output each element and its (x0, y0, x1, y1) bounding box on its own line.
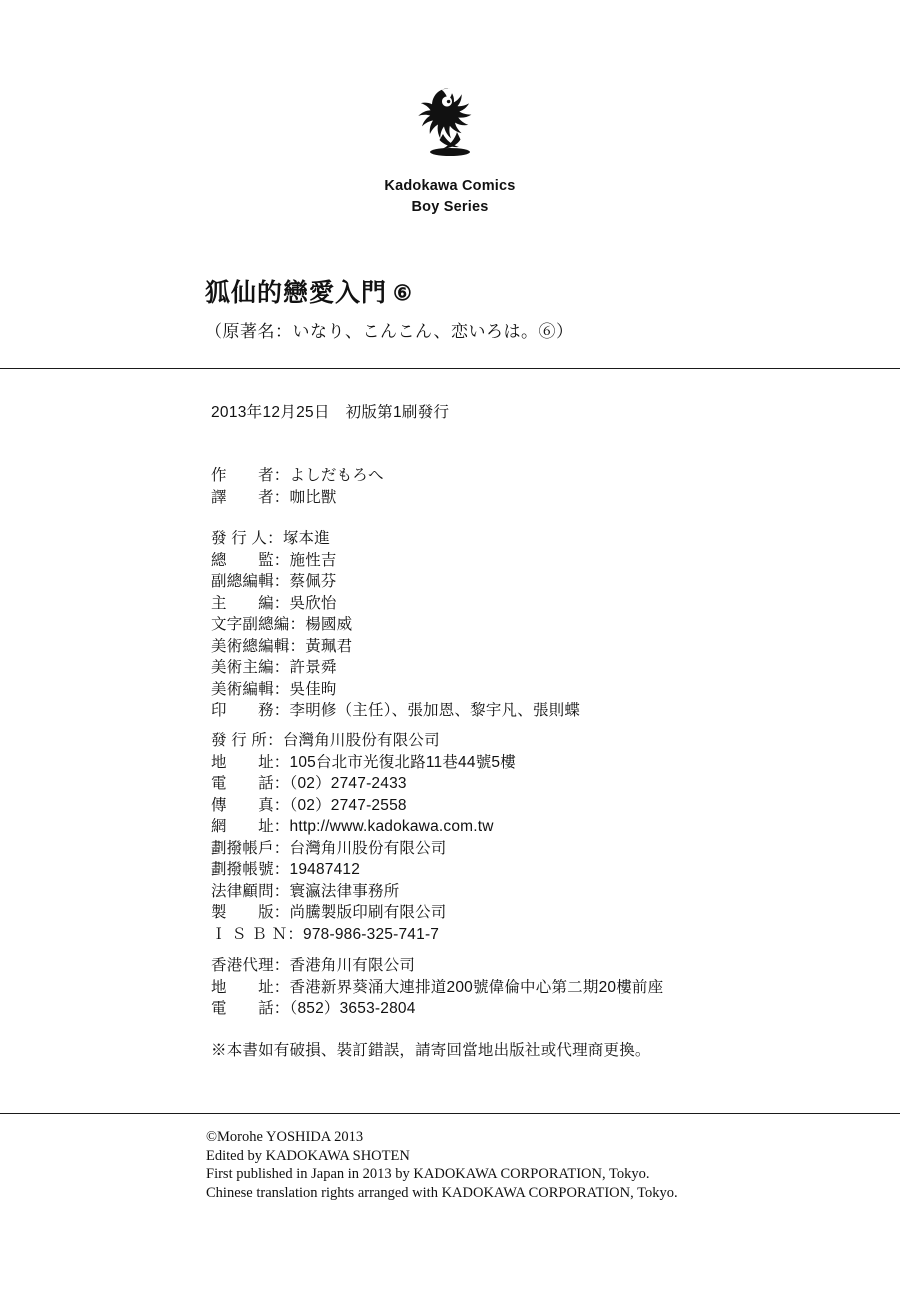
divider-bottom (0, 1113, 900, 1114)
title-volume-number: ⑥ (393, 282, 413, 305)
staff-row: 主 編：吳欣怡 (211, 594, 337, 612)
fax-row: 傳 真：（02）2747-2558 (211, 796, 407, 814)
copyright-row: First published in Japan in 2013 by KADOKAWA CORPORATION, Tokyo. (206, 1166, 650, 1182)
phoenix-bird-logo-icon (395, 82, 505, 170)
staff-row: 美術編輯：吳佳昫 (211, 680, 337, 698)
copyright-block (206, 1128, 678, 1202)
original-title: （原著名：いなり、こんこん、恋いろは。⑥） (205, 322, 574, 341)
staff-row: 美術總編輯：黃珮君 (211, 637, 353, 655)
hk-agent-row: 香港代理：香港角川有限公司 (211, 957, 416, 974)
logo-text-line2: Boy Series (411, 199, 489, 216)
staff-row: 美術主編：許景舜 (211, 659, 337, 676)
publisher-logo-block (0, 82, 900, 218)
printing-row: 製 版：尚騰製版印刷有限公司 (211, 904, 447, 921)
hongkong-agent-group (211, 955, 663, 1020)
website-row[interactable]: 網 址：http://www.kadokawa.com.tw (211, 818, 494, 835)
title-block (205, 278, 825, 342)
staff-group (211, 528, 580, 722)
hk-address-row: 地 址：香港新界葵涌大連排道200號偉倫中心第二期20樓前座 (211, 978, 664, 996)
phone-row: 電 話：（02）2747-2433 (211, 775, 407, 792)
publisher-row: 發 行 所：台灣角川股份有限公司 (211, 732, 440, 749)
translator-row: 譯 者：咖比獸 (211, 488, 337, 506)
staff-row: 總 監：施性吉 (211, 551, 337, 569)
isbn-row: Ｉ Ｓ Ｂ Ｎ：978-986-325-741-7 (211, 925, 440, 943)
logo-text-line1: Kadokawa Comics (384, 178, 516, 194)
authors-group (211, 465, 384, 508)
divider-top (0, 368, 900, 369)
legal-counsel-row: 法律顧問：寰瀛法律事務所 (211, 882, 400, 900)
author-row: 作 者：よしだもろへ (211, 467, 384, 484)
staff-row: 印 務：李明修（主任）、張加恩、黎宇凡、張則蝶 (211, 702, 581, 719)
copyright-row: ©Morohe YOSHIDA 2013 (206, 1129, 364, 1145)
defect-notice (211, 1040, 651, 1062)
publication-date: 2013年12月25日 初版第1刷發行 (211, 404, 450, 421)
publisher-info-group (211, 730, 516, 945)
giro-account-number-row: 劃撥帳號：19487412 (211, 861, 361, 878)
copyright-row: Edited by KADOKAWA SHOTEN (206, 1147, 410, 1164)
hk-phone-row: 電 話：（852）3653-2804 (211, 1000, 416, 1017)
giro-account-name-row: 劃撥帳戶：台灣角川股份有限公司 (211, 839, 447, 857)
staff-row: 副總編輯：蔡佩芬 (211, 573, 337, 590)
staff-row: 文字副總編：楊國威 (211, 616, 353, 633)
page-title (205, 278, 825, 308)
address-row: 地 址：105台北市光復北路11巷44號5樓 (211, 753, 516, 771)
staff-row: 發 行 人：塚本進 (211, 530, 330, 547)
copyright-row: Chinese translation rights arranged with KADOKAWA CORPORATION, Tokyo. (206, 1184, 678, 1201)
notice-text: ※本書如有破損、裝訂錯誤，請寄回當地出版社或代理商更換。 (211, 1042, 651, 1059)
title-main-text: 狐仙的戀愛入門 (205, 279, 388, 307)
